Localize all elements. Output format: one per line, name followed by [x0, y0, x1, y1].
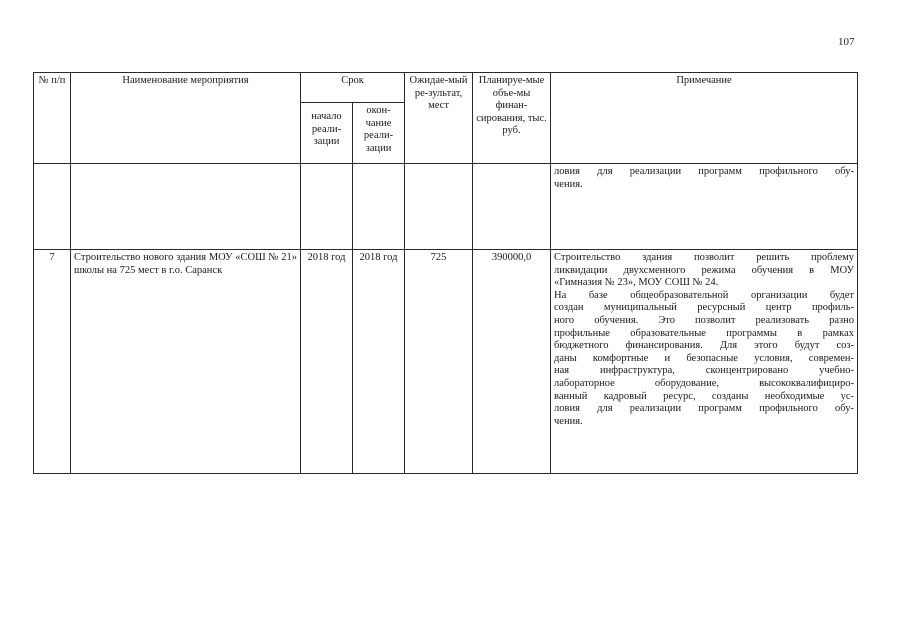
cell-empty [301, 164, 353, 250]
page-number: 107 [838, 36, 855, 48]
table-row-7 [34, 250, 858, 474]
header-name: Наименование мероприятия [71, 73, 301, 164]
note-line: профильные образовательные программы в рамках [554, 327, 855, 339]
measures-table [33, 72, 858, 474]
cell-empty [71, 164, 301, 250]
note-line: ликвидации двухсменного режима обучения в МОУ [554, 264, 855, 276]
note-line: ловия для реализации программ профильного обу- [554, 166, 855, 177]
header-end: окон-чание реали-зации [353, 103, 405, 164]
header-num: № п/п [34, 73, 71, 164]
continuation-note [551, 164, 858, 250]
note-line: ванный кадровый ресурс, созданы необходимые ус- [554, 390, 855, 402]
row7-note [551, 250, 858, 474]
note-line: ная инфраструктура, сконцентрировано учебно- [554, 365, 855, 377]
note-line: На базе общеобразовательной организации будет [554, 289, 855, 301]
note-line: бюджетного финансирования. Для этого будут соз- [554, 340, 855, 352]
note-line: лабораторное оборудование, высококвалифициро- [554, 377, 855, 389]
row7-end: 2018 год [353, 250, 405, 474]
note-line: «Гимназия № 23», МОУ СОШ № 24. [554, 277, 719, 289]
header-expected: Ожидае-мый ре-зультат, мест [405, 73, 473, 164]
header-start: начало реали-зации [301, 103, 353, 164]
row7-num: 7 [34, 250, 71, 474]
header-planned: Планируе-мые объе-мы финан-сирования, тыс. руб. [473, 73, 551, 164]
cell-empty [353, 164, 405, 250]
cell-empty [34, 164, 71, 250]
table-row-continuation [34, 164, 858, 250]
header-note: Примечание [551, 73, 858, 164]
row7-planned: 390000,0 [473, 250, 551, 474]
note-line: ного обучения. Это позволит реализовать разно [554, 314, 855, 326]
cell-empty [405, 164, 473, 250]
header-term: Срок [301, 73, 405, 103]
note-line: даны комфортные и безопасные условия, современ- [554, 352, 855, 364]
note-line: чения. [554, 415, 583, 427]
note-line: чения. [554, 178, 583, 190]
note-line: Строительство здания позволит решить проблему [554, 252, 855, 263]
note-line: создан муниципальный ресурсный центр профиль- [554, 302, 855, 314]
note-line: ловия для реализации программ профильного обу- [554, 403, 855, 415]
row7-expected: 725 [405, 250, 473, 474]
row7-start: 2018 год [301, 250, 353, 474]
cell-empty [473, 164, 551, 250]
row7-name: Строительство нового здания МОУ «СОШ № 21» школы на 725 мест в г.о. Саранск [71, 250, 301, 474]
